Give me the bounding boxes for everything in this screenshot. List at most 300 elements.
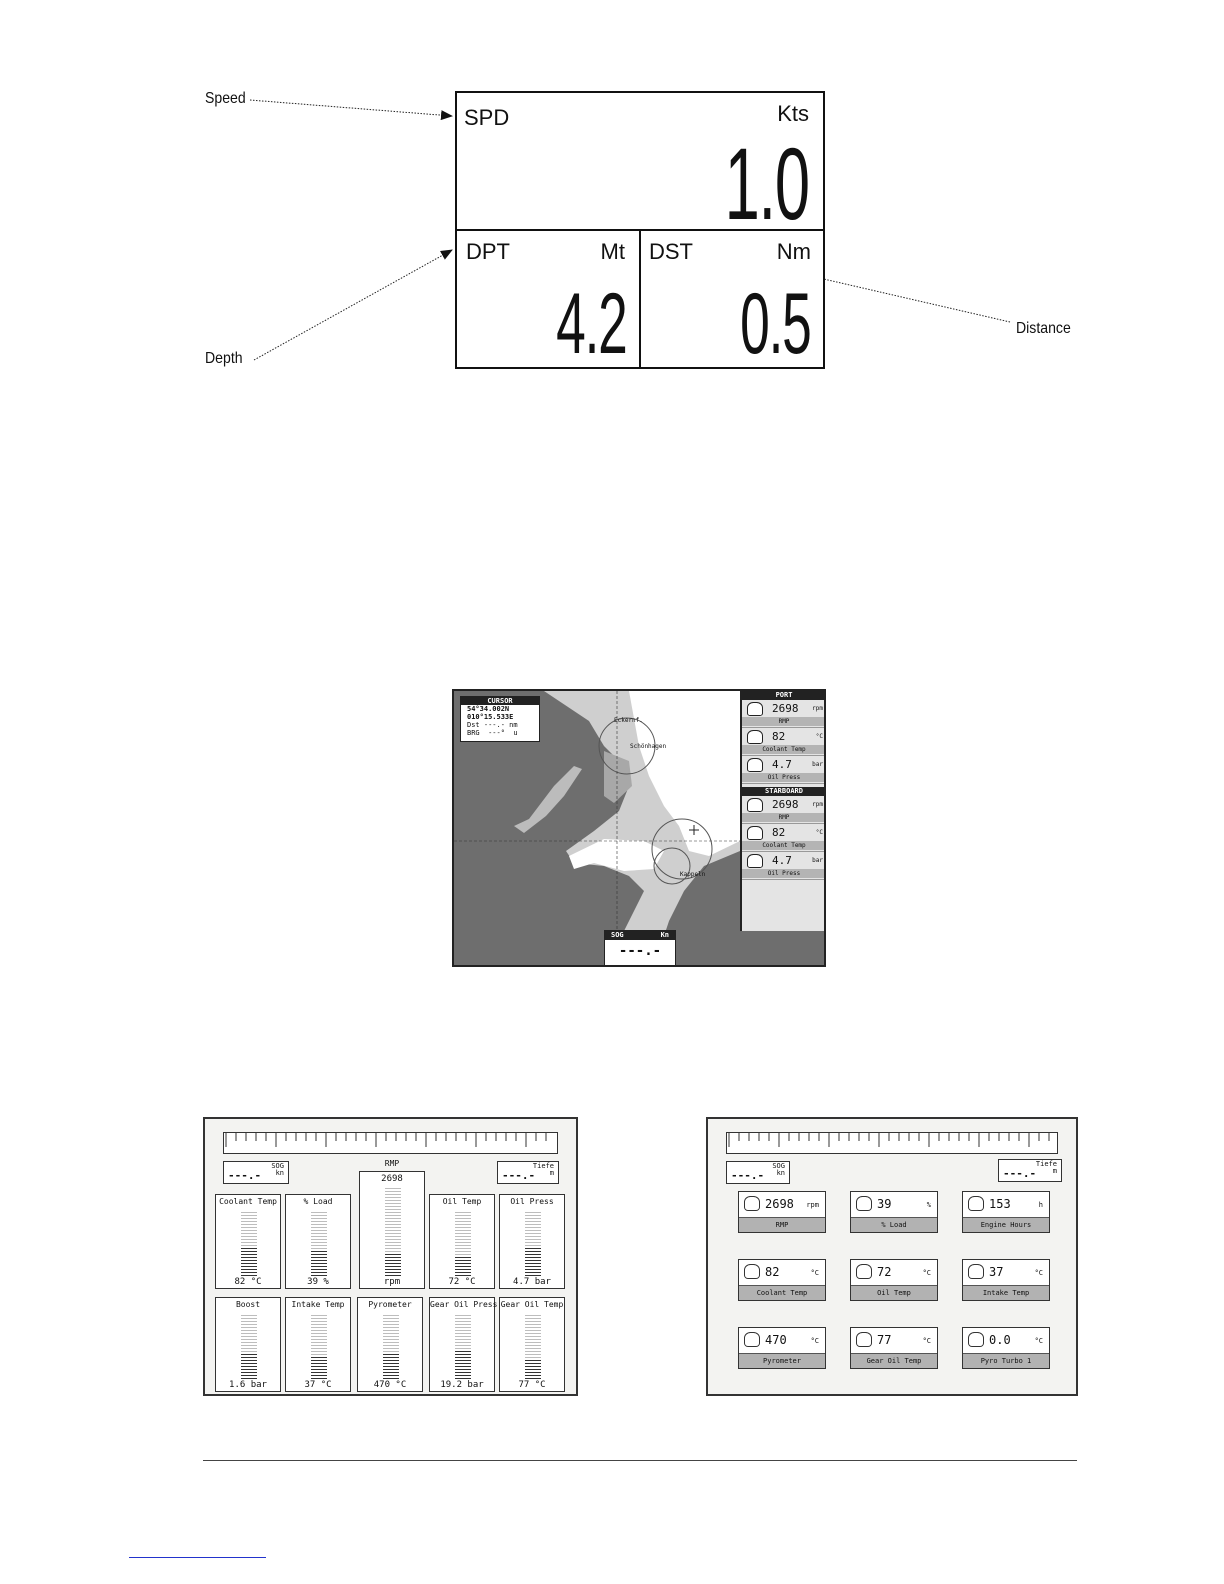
- port-coolant-unit: °C: [815, 733, 823, 740]
- bar-gauge: [215, 1297, 281, 1392]
- gauge-segment: [241, 1324, 257, 1326]
- gauge-segment: [241, 1239, 257, 1241]
- engine-gauge-icon: [856, 1332, 872, 1347]
- engine-tile: [850, 1327, 938, 1369]
- gauge-segment: [311, 1321, 327, 1323]
- gauge-segment: [385, 1254, 401, 1256]
- gauge-segment: [525, 1318, 541, 1320]
- gauge-segment: [241, 1224, 257, 1226]
- gauge-segment: [385, 1194, 401, 1196]
- gauge-bar: [241, 1209, 257, 1276]
- gauge-segment: [525, 1315, 541, 1317]
- gauge-segment: [241, 1351, 257, 1353]
- gauge-segment: [525, 1372, 541, 1374]
- footer-rule: [203, 1460, 1077, 1461]
- engine-data-panel: [740, 691, 826, 931]
- distance-value: 0.5: [740, 276, 811, 372]
- port-coolant: [742, 728, 826, 756]
- gauge-segment: [525, 1327, 541, 1329]
- engine-gauge-icon: [968, 1196, 984, 1211]
- gauge-segment: [383, 1318, 399, 1320]
- gauge-segment: [385, 1266, 401, 1268]
- gauge-segment: [241, 1360, 257, 1362]
- gauge-title: Intake Temp: [291, 1300, 345, 1309]
- cursor-title: CURSOR: [461, 697, 539, 705]
- cursor-brg: BRG ---° u: [467, 729, 518, 737]
- gauge-segment: [241, 1275, 257, 1277]
- gauge-value: 19.2 bar: [440, 1380, 484, 1390]
- gauge-segment: [311, 1357, 327, 1359]
- gauge-segment: [455, 1236, 471, 1238]
- tile-unit: %: [926, 1201, 931, 1209]
- gauge-segment: [385, 1224, 401, 1226]
- gauge-segment: [455, 1348, 471, 1350]
- engine-tile: [962, 1327, 1050, 1369]
- port-rpm: [742, 700, 826, 728]
- starboard-coolant: [742, 824, 826, 852]
- gauge-segment: [525, 1275, 541, 1277]
- gauge-segment: [311, 1260, 327, 1262]
- gauge-segment: [525, 1360, 541, 1362]
- gauge-segment: [385, 1257, 401, 1259]
- gauge-segment: [455, 1321, 471, 1323]
- engine-gauge-icon: [968, 1332, 984, 1347]
- gauge-segment: [525, 1248, 541, 1250]
- gauge-segment: [311, 1224, 327, 1226]
- gauge-segment: [383, 1354, 399, 1356]
- gauge-segment: [241, 1260, 257, 1262]
- gauge-title: % Load: [303, 1197, 333, 1206]
- gauge-segment: [455, 1254, 471, 1256]
- gauge-segment: [383, 1363, 399, 1365]
- gauge-segment: [383, 1348, 399, 1350]
- tile-unit: °C: [922, 1337, 931, 1345]
- chart-screen-figure: [452, 689, 826, 967]
- starboard-coolant-unit: °C: [815, 829, 823, 836]
- gauge-segment: [241, 1257, 257, 1259]
- gauge-segment: [383, 1369, 399, 1371]
- gauge-segment: [525, 1366, 541, 1368]
- gauge-segment: [241, 1230, 257, 1232]
- gauge-segment: [525, 1336, 541, 1338]
- gauge-segment: [383, 1378, 399, 1380]
- digital-tile-screen: [706, 1117, 1078, 1396]
- oil-can-icon: [747, 854, 763, 868]
- gauge-segment: [525, 1251, 541, 1253]
- gauge-segment: [311, 1248, 327, 1250]
- instrument-panel: [455, 91, 825, 372]
- starboard-oil-press: [742, 852, 826, 880]
- rpm-unit: rpm: [383, 1277, 401, 1287]
- gauge-segment: [525, 1369, 541, 1371]
- tile-caption: RMP: [739, 1217, 825, 1232]
- gauge-bar: [455, 1312, 471, 1379]
- gauge-segment: [455, 1372, 471, 1374]
- gauge-segment: [455, 1339, 471, 1341]
- tile-caption: Gear Oil Temp: [851, 1353, 937, 1368]
- gauge-segment: [311, 1330, 327, 1332]
- tile-unit: °C: [1034, 1269, 1043, 1277]
- gauge-segment: [455, 1327, 471, 1329]
- port-coolant-value: 82: [772, 730, 786, 743]
- rpm-title: RMP: [384, 1159, 400, 1168]
- gauge-segment: [385, 1227, 401, 1229]
- gauge-segment: [525, 1218, 541, 1220]
- gauge-segment: [311, 1272, 327, 1274]
- gauge-bar: [455, 1209, 471, 1276]
- gauge-segment: [525, 1363, 541, 1365]
- gauge-segment: [311, 1269, 327, 1271]
- gauge-segment: [311, 1336, 327, 1338]
- distance-label: DST: [649, 239, 693, 264]
- bar-gauge: [215, 1194, 281, 1289]
- sog-label: SOG: [772, 1162, 785, 1170]
- starboard-rpm-value: 2698: [772, 798, 799, 811]
- gauge-segment: [525, 1233, 541, 1235]
- port-rpm-unit: rpm: [812, 705, 823, 712]
- gauge-segment: [311, 1363, 327, 1365]
- gauge-segment: [241, 1245, 257, 1247]
- gauge-segment: [455, 1366, 471, 1368]
- gauge-title: Pyrometer: [368, 1300, 412, 1309]
- tile-value: 470: [765, 1333, 787, 1347]
- gauge-segment: [241, 1375, 257, 1377]
- tile-unit: °C: [922, 1269, 931, 1277]
- cursor-lon: 010°15.533E: [467, 713, 514, 721]
- gauge-bar: [311, 1209, 327, 1276]
- gauge-segment: [311, 1348, 327, 1350]
- gauge-segment: [525, 1330, 541, 1332]
- bar-gauge: [429, 1194, 495, 1289]
- starboard-coolant-caption: Coolant Temp: [742, 841, 826, 850]
- gauge-bar: [241, 1312, 257, 1379]
- gauge-segment: [241, 1248, 257, 1250]
- gauge-segment: [241, 1315, 257, 1317]
- gauge-segment: [311, 1254, 327, 1256]
- bar-gauge: [499, 1194, 565, 1289]
- sog-label: SOG: [271, 1162, 284, 1170]
- bar-gauge: [429, 1297, 498, 1392]
- gauge-segment: [241, 1251, 257, 1253]
- engine-tile: [738, 1327, 826, 1369]
- gauge-segment: [383, 1372, 399, 1374]
- gauge-segment: [311, 1375, 327, 1377]
- starboard-rpm-caption: RMP: [742, 813, 826, 822]
- gauge-segment: [241, 1330, 257, 1332]
- tile-value: 77: [877, 1333, 892, 1347]
- gauge-segment: [383, 1366, 399, 1368]
- gauge-segment: [383, 1327, 399, 1329]
- gauge-segment: [311, 1354, 327, 1356]
- gauge-segment: [385, 1200, 401, 1202]
- depth-label: Tiefe: [1035, 1160, 1057, 1168]
- port-title: PORT: [742, 691, 826, 700]
- gauge-bar: [383, 1312, 399, 1379]
- rpm-bar: [385, 1186, 401, 1276]
- tile-caption: Oil Temp: [851, 1285, 937, 1300]
- sog-box: [604, 930, 676, 966]
- gauge-segment: [455, 1263, 471, 1265]
- gauge-segment: [385, 1260, 401, 1262]
- gauge-segment: [525, 1333, 541, 1335]
- gauge-segment: [311, 1327, 327, 1329]
- gauge-segment: [311, 1369, 327, 1371]
- gauge-segment: [241, 1339, 257, 1341]
- gauge-segment: [385, 1203, 401, 1205]
- gauge-value: 4.7 bar: [513, 1277, 551, 1287]
- gauge-title: Gear Oil Press: [430, 1300, 498, 1309]
- gauge-segment: [385, 1215, 401, 1217]
- gauge-segment: [525, 1239, 541, 1241]
- tile-value: 82: [765, 1265, 780, 1279]
- tile-caption: % Load: [851, 1217, 937, 1232]
- gauge-segment: [455, 1230, 471, 1232]
- engine-tile: [962, 1259, 1050, 1301]
- gauge-segment: [383, 1336, 399, 1338]
- gauge-segment: [241, 1218, 257, 1220]
- gauge-segment: [311, 1218, 327, 1220]
- gauge-title: Oil Temp: [442, 1197, 482, 1206]
- gauge-segment: [385, 1248, 401, 1250]
- tile-value: 0.0: [989, 1333, 1011, 1347]
- gauge-value: 39 %: [307, 1277, 329, 1287]
- speed-callout: Speed: [205, 90, 246, 107]
- distance-unit: Nm: [776, 239, 811, 264]
- gauge-segment: [525, 1378, 541, 1380]
- gauge-segment: [311, 1339, 327, 1341]
- engine-gauge-icon: [856, 1264, 872, 1279]
- gauge-segment: [385, 1212, 401, 1214]
- depth-cell: [457, 231, 641, 372]
- sog-unit: Kn: [660, 931, 669, 939]
- cursor-info-box: [460, 696, 540, 742]
- tile-value: 2698: [765, 1197, 794, 1211]
- gauge-segment: [311, 1221, 327, 1223]
- tile-unit: °C: [810, 1269, 819, 1277]
- gauge-segment: [455, 1357, 471, 1359]
- depth-caption: [1036, 1161, 1057, 1175]
- tile-value: 153: [989, 1197, 1011, 1211]
- gauge-title: Gear Oil Temp: [500, 1300, 564, 1309]
- engine-rpm-icon: [747, 798, 763, 812]
- gauge-segment: [455, 1360, 471, 1362]
- gauge-segment: [525, 1212, 541, 1214]
- port-oil-value: 4.7: [772, 758, 792, 771]
- gauge-segment: [385, 1206, 401, 1208]
- gauge-segment: [385, 1263, 401, 1265]
- gauge-segment: [241, 1318, 257, 1320]
- gauge-segment: [241, 1366, 257, 1368]
- depth-label: DPT: [466, 239, 510, 264]
- sog-value: ---.-: [618, 943, 662, 959]
- gauge-segment: [525, 1242, 541, 1244]
- depth-callout: Depth: [205, 350, 243, 367]
- speed-cell: [457, 93, 823, 241]
- bar-gauge: [499, 1297, 565, 1392]
- cursor-lat: 54°34.002N: [467, 705, 510, 713]
- gauge-segment: [455, 1227, 471, 1229]
- gauge-segment: [455, 1248, 471, 1250]
- gauge-segment: [383, 1324, 399, 1326]
- gauge-bar: [311, 1312, 327, 1379]
- depth-value: 4.2: [556, 276, 627, 372]
- gauge-segment: [525, 1224, 541, 1226]
- gauge-segment: [311, 1351, 327, 1353]
- gauge-segment: [525, 1221, 541, 1223]
- depth-caption: [533, 1163, 554, 1177]
- gauge-segment: [311, 1233, 327, 1235]
- gauge-value: 72 °C: [448, 1277, 476, 1287]
- tile-caption: Pyro Turbo 1: [963, 1353, 1049, 1368]
- bar-gauge: [357, 1297, 423, 1392]
- bar-gauge: [285, 1297, 351, 1392]
- gauge-segment: [311, 1345, 327, 1347]
- gauge-segment: [525, 1342, 541, 1344]
- gauge-segment: [383, 1339, 399, 1341]
- gauge-segment: [385, 1275, 401, 1277]
- gauge-title: Boost: [235, 1300, 261, 1309]
- gauge-segment: [525, 1339, 541, 1341]
- gauge-segment: [385, 1236, 401, 1238]
- gauge-segment: [525, 1230, 541, 1232]
- gauge-segment: [525, 1236, 541, 1238]
- gauge-segment: [311, 1372, 327, 1374]
- gauge-segment: [455, 1272, 471, 1274]
- starboard-oil-caption: Oil Press: [742, 869, 826, 878]
- gauge-segment: [311, 1227, 327, 1229]
- gauge-segment: [311, 1366, 327, 1368]
- gauge-segment: [311, 1242, 327, 1244]
- link-underline: [129, 1557, 266, 1558]
- starboard-rpm-unit: rpm: [812, 801, 823, 808]
- gauge-segment: [455, 1239, 471, 1241]
- engine-tile: [850, 1259, 938, 1301]
- data-panel-figure: [0, 0, 1224, 400]
- gauge-segment: [385, 1245, 401, 1247]
- gauge-segment: [241, 1327, 257, 1329]
- gauge-segment: [241, 1372, 257, 1374]
- gauge-segment: [455, 1251, 471, 1253]
- gauge-segment: [241, 1269, 257, 1271]
- gauge-segment: [455, 1242, 471, 1244]
- gauge-segment: [455, 1336, 471, 1338]
- engine-tile: [850, 1191, 938, 1233]
- tile-value: 72: [877, 1265, 892, 1279]
- gauge-segment: [383, 1330, 399, 1332]
- sog-caption: [271, 1163, 284, 1177]
- tile-unit: °C: [1034, 1337, 1043, 1345]
- gauge-segment: [241, 1221, 257, 1223]
- gauge-segment: [241, 1354, 257, 1356]
- gauge-segment: [455, 1224, 471, 1226]
- depth-value: ---.-: [502, 1169, 536, 1182]
- place-label-1: Eckernf.: [614, 717, 643, 724]
- gauge-value: 37 °C: [304, 1380, 332, 1390]
- gauge-value: 77 °C: [518, 1380, 546, 1390]
- tile-value: 37: [989, 1265, 1004, 1279]
- depth-unit: Mt: [600, 239, 625, 264]
- gauge-segment: [311, 1333, 327, 1335]
- gauge-segment: [455, 1218, 471, 1220]
- gauge-value: 1.6 bar: [229, 1380, 267, 1390]
- gauge-segment: [455, 1333, 471, 1335]
- gauge-segment: [525, 1351, 541, 1353]
- gauge-segment: [525, 1345, 541, 1347]
- tile-caption: Pyrometer: [739, 1353, 825, 1368]
- gauge-segment: [241, 1227, 257, 1229]
- place-label-2: Schönhagen: [630, 743, 667, 750]
- gauge-segment: [241, 1233, 257, 1235]
- gauge-segment: [525, 1272, 541, 1274]
- tile-unit: °C: [810, 1337, 819, 1345]
- gauge-segment: [455, 1266, 471, 1268]
- starboard-oil-value: 4.7: [772, 854, 792, 867]
- gauge-segment: [241, 1345, 257, 1347]
- gauge-segment: [241, 1348, 257, 1350]
- depth-unit: m: [1052, 1167, 1057, 1175]
- depth-box: [497, 1161, 559, 1184]
- gauge-segment: [241, 1342, 257, 1344]
- gauge-segment: [525, 1263, 541, 1265]
- gauge-segment: [311, 1212, 327, 1214]
- rpm-value: 2698: [381, 1174, 403, 1184]
- gauge-segment: [311, 1378, 327, 1380]
- gauge-segment: [241, 1369, 257, 1371]
- gauge-segment: [383, 1321, 399, 1323]
- gauge-segment: [311, 1245, 327, 1247]
- port-oil-press: [742, 756, 826, 784]
- gauge-segment: [241, 1272, 257, 1274]
- depth-box: [998, 1159, 1062, 1182]
- gauge-segment: [311, 1251, 327, 1253]
- gauge-segment: [525, 1245, 541, 1247]
- cursor-dst: Dst ---.- nm: [467, 721, 518, 729]
- gauge-segment: [241, 1254, 257, 1256]
- gauge-segment: [241, 1336, 257, 1338]
- port-rpm-caption: RMP: [742, 717, 826, 726]
- gauge-segment: [455, 1257, 471, 1259]
- engine-tile: [738, 1259, 826, 1301]
- gauge-segment: [383, 1345, 399, 1347]
- gauge-segment: [383, 1351, 399, 1353]
- depth-label: Tiefe: [532, 1162, 554, 1170]
- gauge-segment: [241, 1263, 257, 1265]
- place-label-3: Kappeln: [680, 871, 706, 878]
- port-oil-caption: Oil Press: [742, 773, 826, 782]
- ruler: [223, 1132, 558, 1154]
- gauge-segment: [311, 1215, 327, 1217]
- speed-label: SPD: [464, 105, 510, 130]
- gauge-segment: [311, 1342, 327, 1344]
- gauge-segment: [455, 1345, 471, 1347]
- thermometer-icon: [747, 826, 763, 840]
- gauge-segment: [525, 1257, 541, 1259]
- port-oil-unit: bar: [812, 761, 823, 768]
- engine-gauge-icon: [856, 1196, 872, 1211]
- gauge-segment: [455, 1212, 471, 1214]
- gauge-segment: [455, 1275, 471, 1277]
- gauge-segment: [241, 1212, 257, 1214]
- gauge-segment: [525, 1324, 541, 1326]
- engine-tile: [962, 1191, 1050, 1233]
- starboard-oil-unit: bar: [812, 857, 823, 864]
- gauge-segment: [383, 1360, 399, 1362]
- distance-cell: [641, 231, 823, 372]
- gauge-segment: [455, 1369, 471, 1371]
- gauge-segment: [525, 1321, 541, 1323]
- gauge-segment: [525, 1215, 541, 1217]
- gauge-segment: [455, 1221, 471, 1223]
